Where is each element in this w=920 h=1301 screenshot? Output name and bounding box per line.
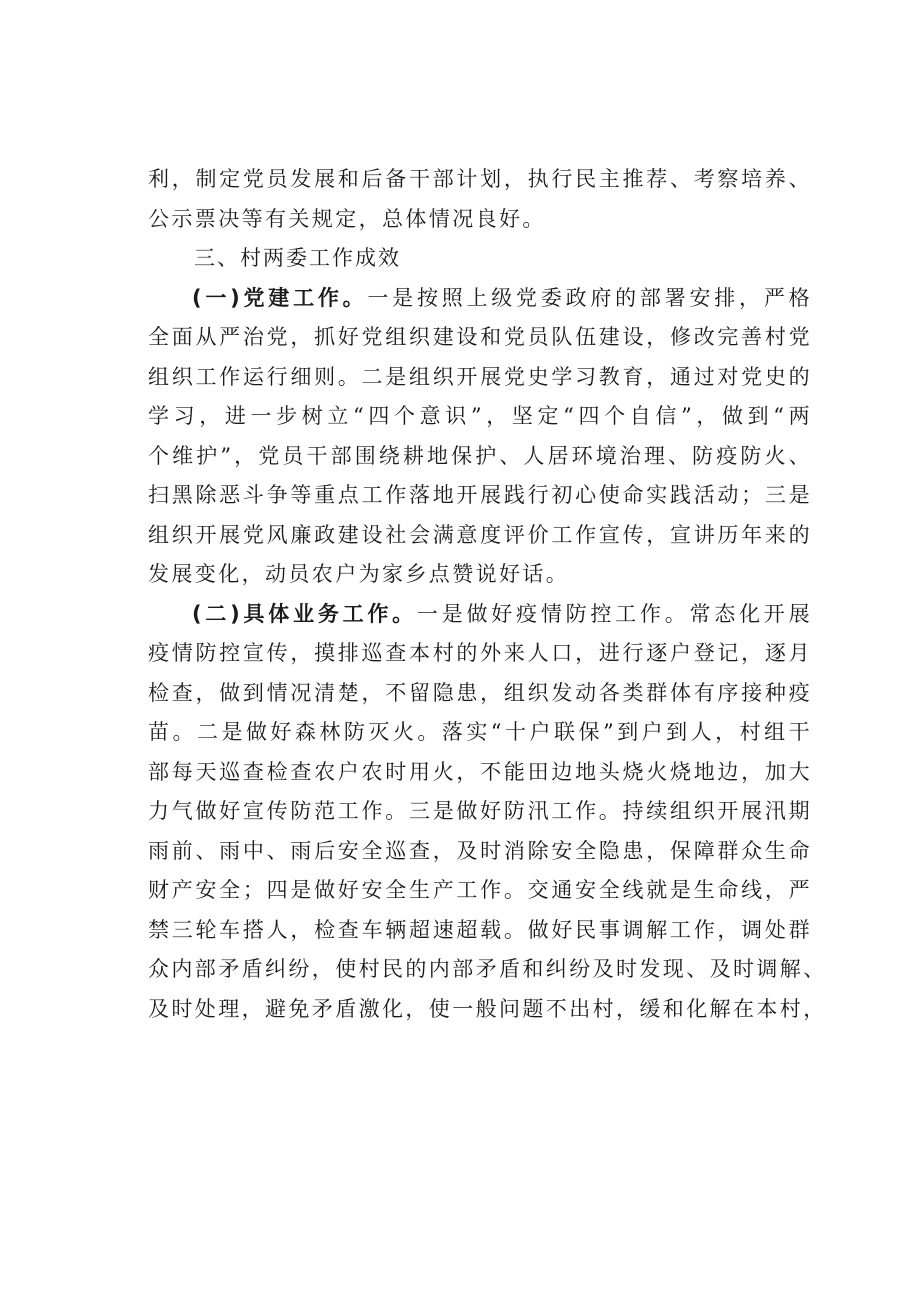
text-line: 学习，进一步树立“四个意识”，坚定“四个自信”，做到“两 bbox=[148, 404, 812, 428]
text-run: 一是做好疫情防控工作。常态化开展 bbox=[416, 601, 812, 626]
text-line: 及时处理，避免矛盾激化，使一般问题不出村，缓和化解在本村， bbox=[148, 996, 827, 1021]
text-line: 公示票决等有关规定，总体情况良好。 bbox=[148, 206, 546, 231]
text-line: 众内部矛盾纠纷，使村民的内部矛盾和纠纷及时发现、及时调解、 bbox=[148, 957, 827, 981]
text-run: 一是按照上级党委政府的部署安排，严格 bbox=[367, 285, 812, 310]
text-line: 力气做好宣传防范工作。三是做好防汛工作。持续组织开展汛期 bbox=[148, 799, 812, 823]
text-line: 检查，做到情况清楚，不留隐患，组织发动各类群体有序接种疫 bbox=[148, 680, 812, 705]
text-line: 发展变化，动员农户为家乡点赞说好话。 bbox=[148, 562, 570, 586]
text-line bbox=[148, 595, 812, 635]
text-line: 利，制定党员发展和后备干部计划，执行民主推荐、考察培养、 bbox=[148, 167, 812, 191]
text-line: 扫黑除恶斗争等重点工作落地开展践行初心使命实践活动；三是 bbox=[148, 483, 812, 507]
text-line: 苗。二是做好森林防灭火。落实“十户联保”到户到人，村组干 bbox=[148, 720, 812, 744]
party-building-heading: (一)党建工作。 bbox=[192, 285, 368, 310]
party-building-paragraph bbox=[148, 279, 812, 595]
section-title: 三、村两委工作成效 bbox=[194, 246, 401, 270]
text-line: 组织工作运行细则。二是组织开展党史学习教育，通过对党史的 bbox=[148, 364, 812, 389]
text-line: 禁三轮车搭人，检查车辆超速超载。做好民事调解工作，调处群 bbox=[148, 917, 812, 942]
text-line: 个维护”，党员干部围绕耕地保护、人居环境治理、防疫防火、 bbox=[148, 443, 812, 468]
text-line bbox=[148, 279, 812, 319]
text-line: 疫情防控宣传，摸排巡查本村的外来人口，进行逐户登记，逐月 bbox=[148, 641, 812, 665]
text-line: 组织开展党风廉政建设社会满意度评价工作宣传，宣讲历年来的 bbox=[148, 522, 812, 547]
document-body bbox=[148, 160, 827, 1029]
business-work-heading: (二)具体业务工作。 bbox=[192, 601, 417, 626]
text-line: 全面从严治党，抓好党组织建设和党员队伍建设，修改完善村党 bbox=[148, 325, 812, 349]
business-work-paragraph bbox=[148, 595, 827, 1030]
intro-paragraph bbox=[148, 160, 812, 239]
text-line: 部每天巡查检查农户农时用火，不能田边地头烧火烧地边，加大 bbox=[148, 759, 812, 784]
text-line: 雨前、雨中、雨后安全巡查，及时消除安全隐患，保障群众生命 bbox=[148, 838, 812, 863]
text-line: 财产安全；四是做好安全生产工作。交通安全线就是生命线，严 bbox=[148, 878, 812, 902]
